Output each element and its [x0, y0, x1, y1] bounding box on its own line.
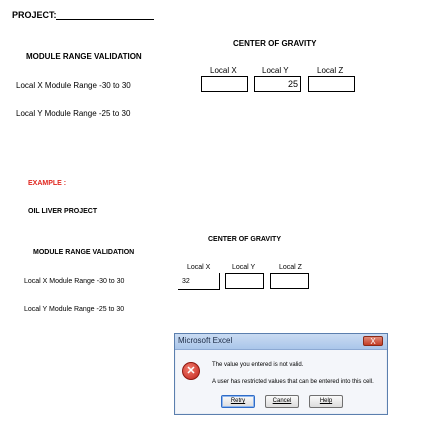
- dialog-message-1: The value you entered is not valid.: [212, 362, 304, 368]
- example-cell-local-y[interactable]: [225, 273, 264, 289]
- help-button[interactable]: Help: [309, 395, 343, 408]
- col-header-local-z: Local Z: [317, 66, 344, 75]
- example-module-range-title: MODULE RANGE VALIDATION: [33, 249, 135, 256]
- cancel-button[interactable]: Cancel: [265, 395, 299, 408]
- example-col-header-local-y: Local Y: [232, 264, 256, 271]
- dialog-title: Microsoft Excel: [178, 336, 233, 345]
- example-col-header-local-x: Local X: [187, 264, 211, 271]
- example-cell-local-x-value: 32: [182, 278, 190, 285]
- cell-local-z[interactable]: [308, 76, 355, 92]
- excel-error-dialog: [174, 333, 388, 415]
- dialog-close-button[interactable]: [363, 336, 383, 346]
- example-label: EXAMPLE :: [28, 180, 67, 187]
- retry-button[interactable]: Retry: [221, 395, 255, 408]
- example-col-header-local-z: Local Z: [279, 264, 302, 271]
- col-header-local-y: Local Y: [262, 66, 289, 75]
- example-local-x-range: Local X Module Range -30 to 30: [24, 278, 125, 285]
- error-icon: ✕: [182, 362, 200, 380]
- cog-title: CENTER OF GRAVITY: [233, 39, 317, 48]
- dialog-message-2: A user has restricted values that can be entered into this cell.: [212, 379, 374, 385]
- dialog-title-bar[interactable]: [175, 334, 387, 350]
- example-local-y-range: Local Y Module Range -25 to 30: [24, 306, 125, 313]
- module-range-title: MODULE RANGE VALIDATION: [26, 52, 142, 61]
- cell-local-y[interactable]: 25: [254, 76, 301, 92]
- example-cog-title: CENTER OF GRAVITY: [208, 236, 281, 243]
- example-cell-local-z[interactable]: [270, 273, 309, 289]
- example-cell-local-x-active[interactable]: [178, 273, 220, 290]
- close-icon: X: [370, 337, 376, 346]
- local-y-range: Local Y Module Range -25 to 30: [16, 109, 131, 118]
- cell-local-x[interactable]: [201, 76, 248, 92]
- project-underline: [56, 19, 154, 20]
- local-x-range: Local X Module Range -30 to 30: [16, 81, 131, 90]
- project-label: PROJECT:: [12, 10, 57, 20]
- example-project-name: OIL LIVER PROJECT: [28, 208, 98, 215]
- col-header-local-x: Local X: [210, 66, 237, 75]
